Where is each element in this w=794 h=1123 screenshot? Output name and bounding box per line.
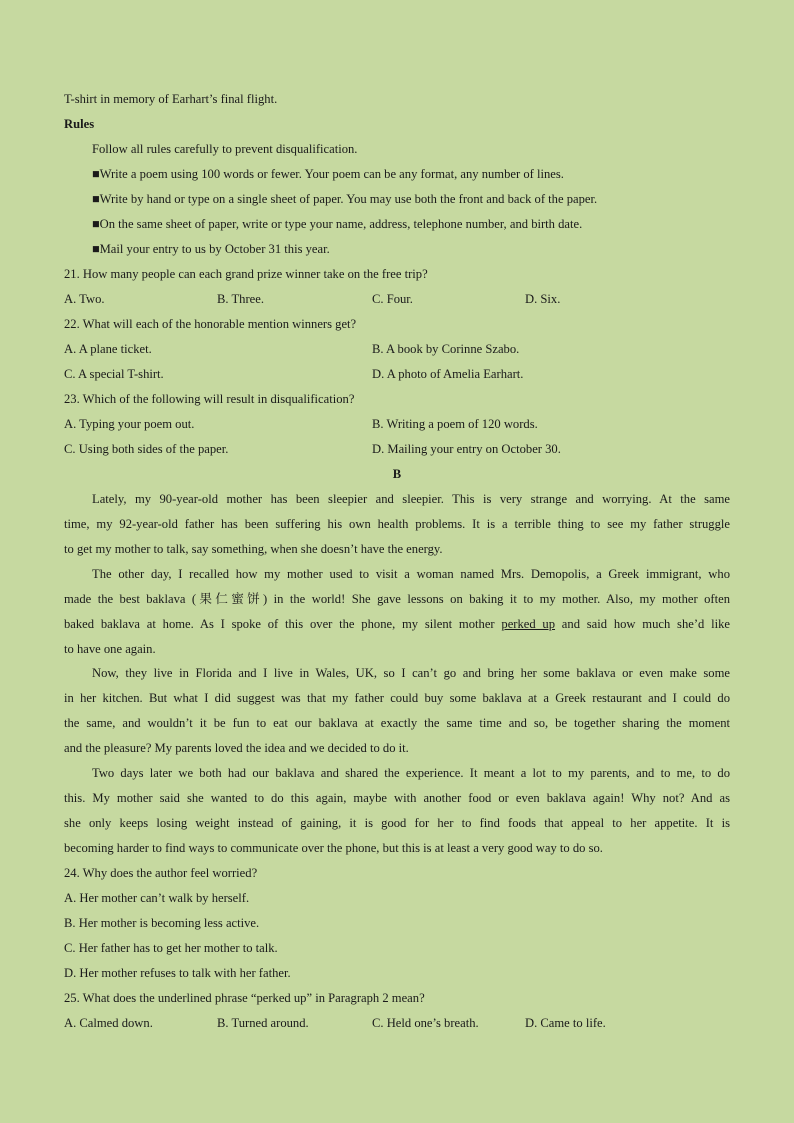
section-b-heading: B — [392, 467, 402, 481]
rule-item: ■Write by hand or type on a single sheet of paper. You may use both the front and back of the paper. — [92, 192, 598, 206]
paragraph-1-line: Lately, my 90-year-old mother has been sleepier and sleepier. This is very strange and worrying. At the same — [92, 492, 730, 506]
rule-item: ■Mail your entry to us by October 31 this year. — [92, 242, 330, 256]
rule-item: ■On the same sheet of paper, write or type your name, address, telephone number, and birth date. — [92, 217, 583, 231]
question-21-stem: 21. How many people can each grand prize winner take on the free trip? — [64, 267, 428, 281]
paragraph-2-line — [64, 616, 730, 632]
paragraph-3-line: Now, they live in Florida and I live in Wales, UK, so I can’t go and bring her some baklava or even make some — [92, 666, 730, 680]
paragraph-3-line: the same, and wouldn’t it be fun to eat our baklava at exactly the same time and so, be together sharing the moment — [64, 716, 730, 730]
q21-option-b: B. Three. — [217, 292, 264, 306]
q24-option-b: B. Her mother is becoming less active. — [64, 916, 260, 930]
q22-option-d: D. A photo of Amelia Earhart. — [372, 367, 524, 381]
q22-option-b: B. A book by Corinne Szabo. — [372, 342, 520, 356]
q25-option-c: C. Held one’s breath. — [372, 1016, 479, 1030]
q22-option-c: C. A special T-shirt. — [64, 367, 164, 381]
q24-option-a: A. Her mother can’t walk by herself. — [64, 891, 250, 905]
q21-option-d: D. Six. — [525, 292, 561, 306]
question-23-stem: 23. Which of the following will result in disqualification? — [64, 392, 355, 406]
paragraph-2-line: to have one again. — [64, 642, 156, 656]
q21-option-a: A. Two. — [64, 292, 105, 306]
question-22-stem: 22. What will each of the honorable mention winners get? — [64, 317, 357, 331]
question-25-stem: 25. What does the underlined phrase “perked up” in Paragraph 2 mean? — [64, 991, 425, 1005]
paragraph-2-line: The other day, I recalled how my mother used to visit a woman named Mrs. Demopolis, a Greek immigrant, who — [92, 567, 730, 581]
continuation-line: T-shirt in memory of Earhart’s final flight. — [64, 92, 278, 106]
q21-option-c: C. Four. — [372, 292, 413, 306]
paragraph-2-line: made the best baklava (果仁蜜饼) in the world! She gave lessons on baking it to my mother. Also, my mother often — [64, 592, 730, 606]
q23-option-b: B. Writing a poem of 120 words. — [372, 417, 538, 431]
rules-heading: Rules — [64, 117, 95, 131]
q23-option-a: A. Typing your poem out. — [64, 417, 195, 431]
paragraph-4-line: Two days later we both had our baklava and shared the experience. It meant a lot to my parents, and to me, to do — [92, 766, 730, 780]
paragraph-1-line: time, my 92-year-old father has been suffering his own health problems. It is a terrible thing to see my father struggle — [64, 517, 730, 531]
rules-intro: Follow all rules carefully to prevent disqualification. — [92, 142, 358, 156]
paragraph-2-text: and said how much she’d like — [555, 617, 730, 631]
question-24-stem: 24. Why does the author feel worried? — [64, 866, 258, 880]
q24-option-c: C. Her father has to get her mother to talk. — [64, 941, 278, 955]
q24-option-d: D. Her mother refuses to talk with her father. — [64, 966, 291, 980]
paragraph-4-line: becoming harder to find ways to communicate over the phone, but this is at least a very good way to do so. — [64, 841, 603, 855]
paragraph-4-line: this. My mother said she wanted to do this again, maybe with another food or even baklava again! Why not? And as — [64, 791, 730, 805]
paragraph-1-line: to get my mother to talk, say something, when she doesn’t have the energy. — [64, 542, 443, 556]
paragraph-3-line: in her kitchen. But what I did suggest was that my father could buy some baklava at a Greek restaurant and I could do — [64, 691, 730, 705]
q25-option-a: A. Calmed down. — [64, 1016, 153, 1030]
paragraph-4-line: she only keeps losing weight instead of gaining, it is good for her to find foods that appeal to her appetite. It is — [64, 816, 730, 830]
q23-option-d: D. Mailing your entry on October 30. — [372, 442, 561, 456]
paragraph-2-text: baked baklava at home. As I spoke of this over the phone, my silent mother — [64, 617, 502, 631]
q25-option-b: B. Turned around. — [217, 1016, 309, 1030]
rule-item: ■Write a poem using 100 words or fewer. Your poem can be any format, any number of lines. — [92, 167, 564, 181]
q22-option-a: A. A plane ticket. — [64, 342, 152, 356]
paragraph-3-line: and the pleasure? My parents loved the idea and we decided to do it. — [64, 741, 409, 755]
q23-option-c: C. Using both sides of the paper. — [64, 442, 229, 456]
q25-option-d: D. Came to life. — [525, 1016, 606, 1030]
underlined-phrase: perked up — [501, 617, 556, 631]
